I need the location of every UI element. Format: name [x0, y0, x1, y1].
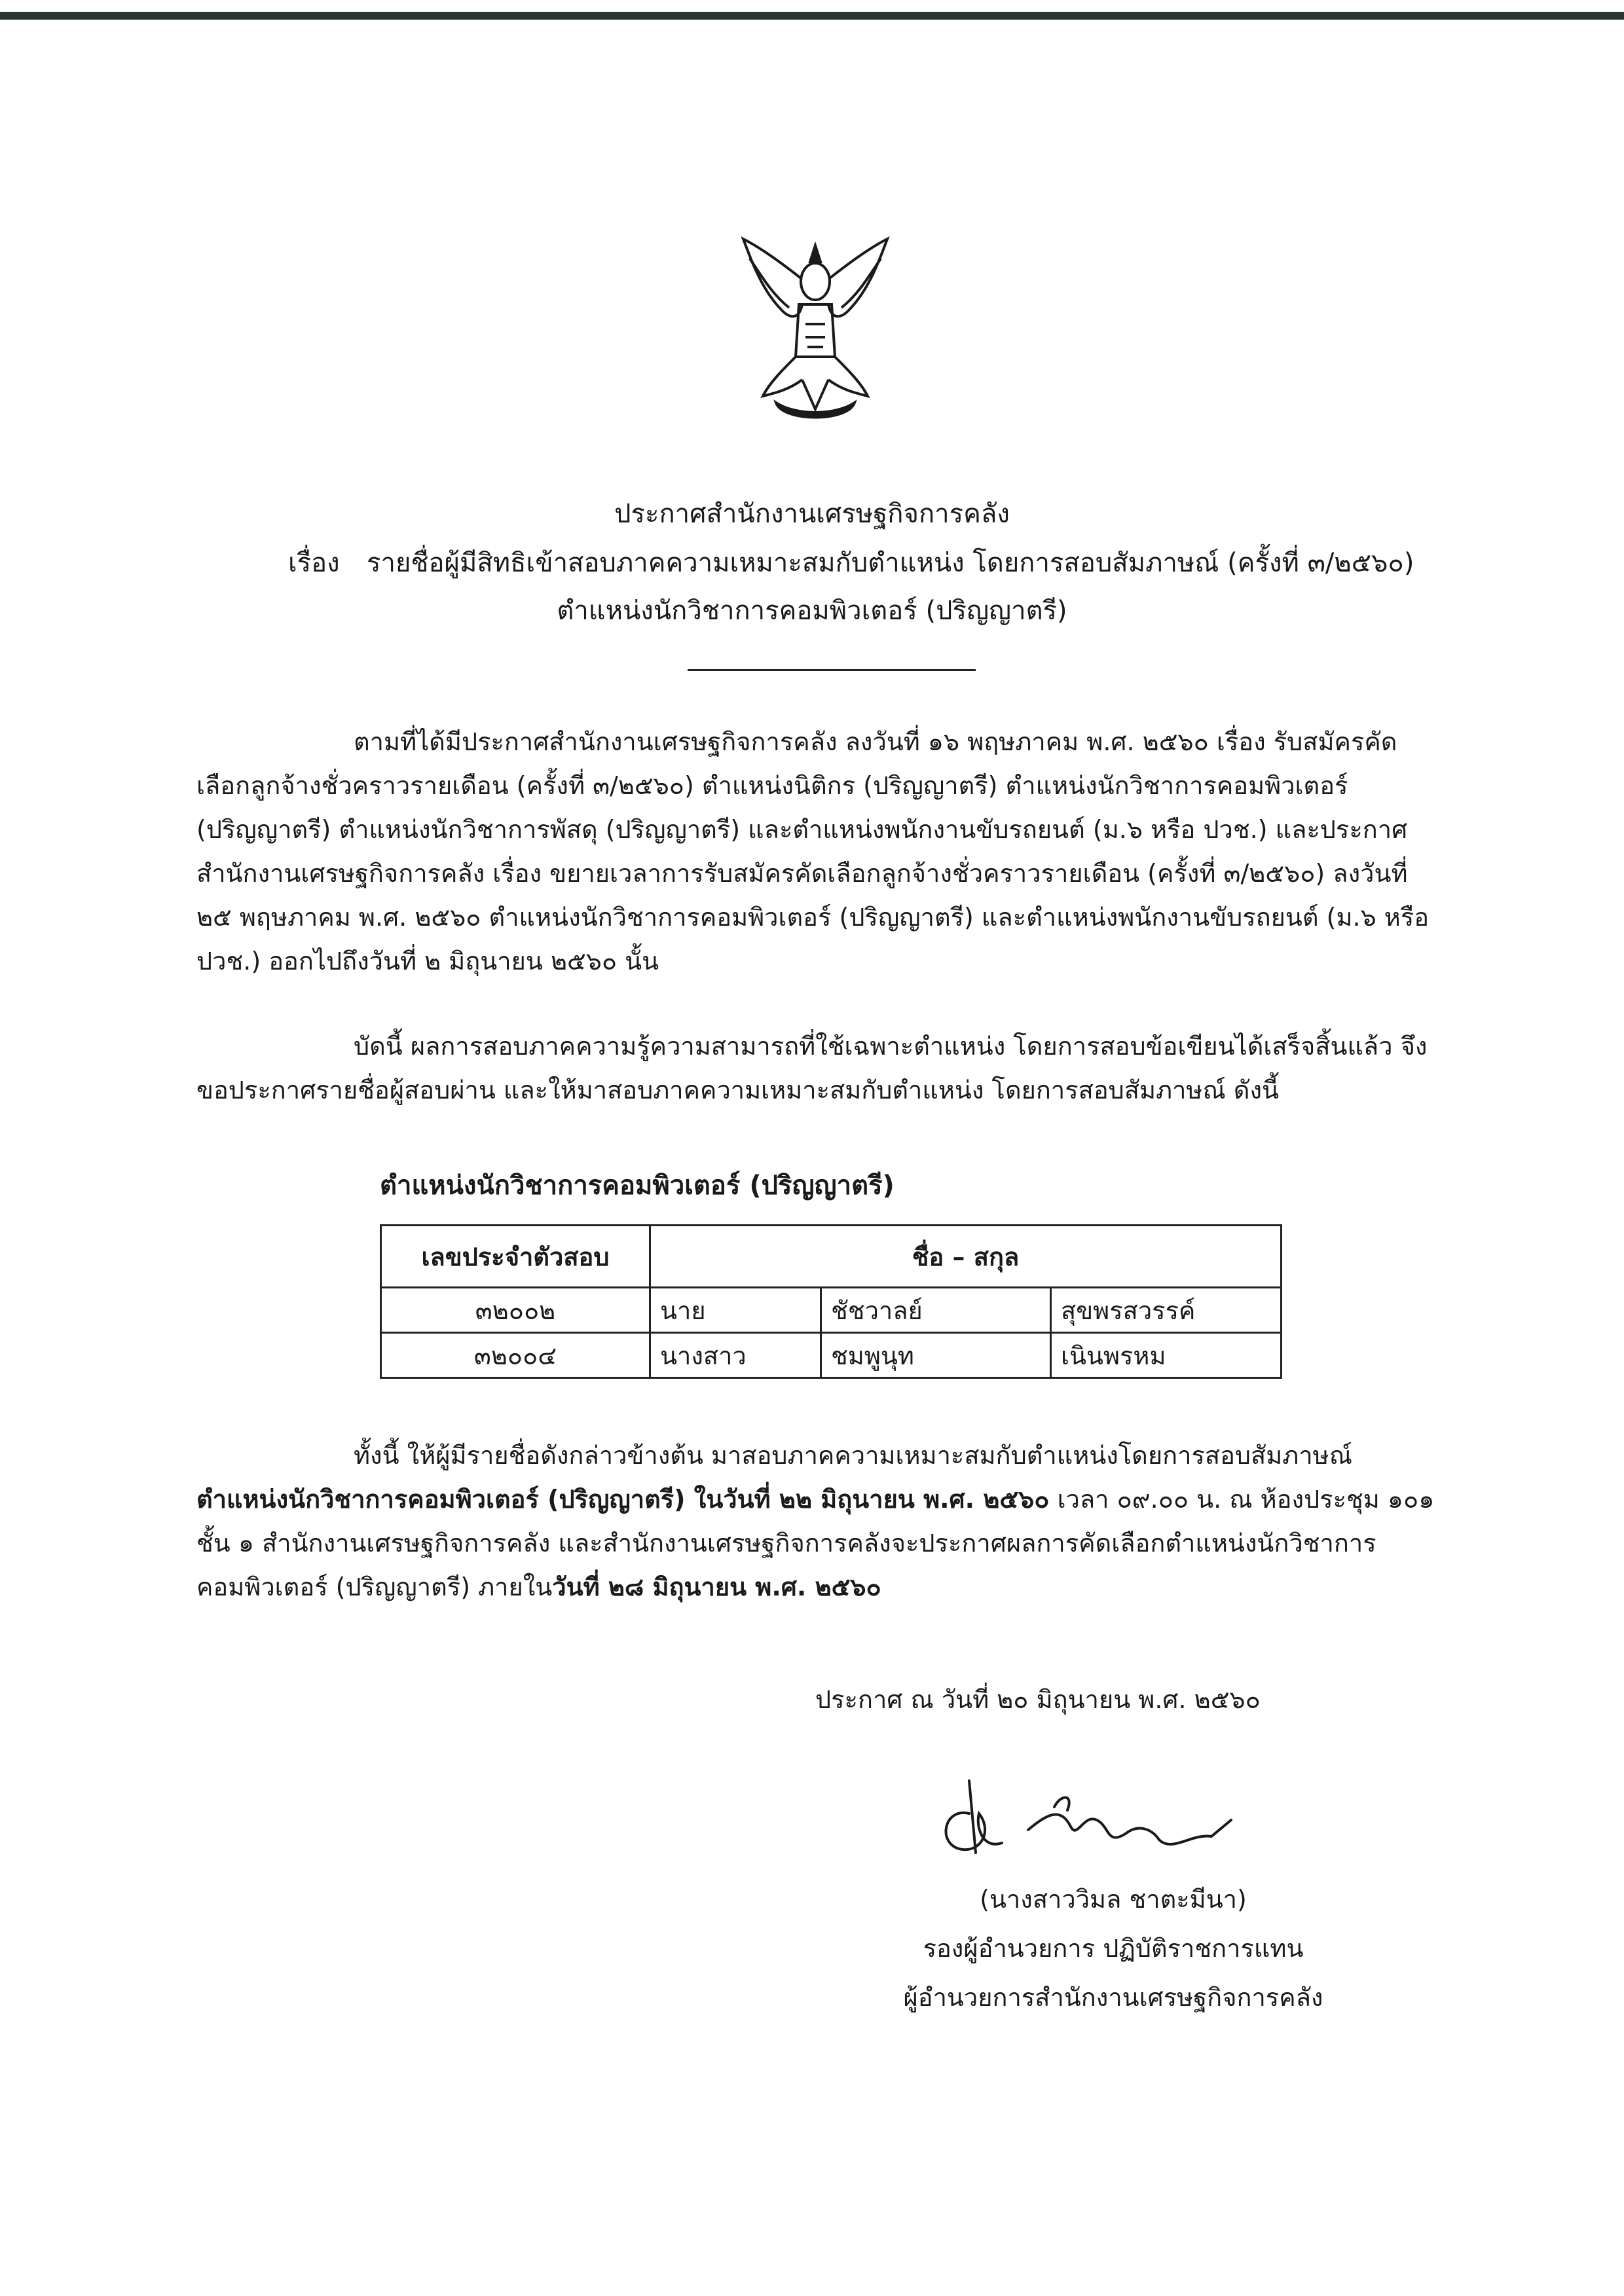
paragraph-3: [196, 1434, 1441, 1609]
paragraph-3-interview-date: ตำแหน่งนักวิชาการคอมพิวเตอร์ (ปริญญาตรี) ในวันที่ ๒๒ มิถุนายน พ.ศ. ๒๕๖๐: [196, 1485, 1050, 1514]
table-row: [381, 1288, 1282, 1333]
signatory-name: (นางสาววิมล ชาตะมีนา): [980, 1885, 1247, 1914]
last-name-cell: สุขพรสวรรค์: [1051, 1288, 1282, 1333]
announcement-title: ประกาศสำนักงานเศรษฐกิจการคลัง: [614, 499, 1010, 529]
signatory-position-2: ผู้อำนวยการสำนักงานเศรษฐกิจการคลัง: [903, 1983, 1323, 2012]
signatory-position-1: รองผู้อำนวยการ ปฏิบัติราชการแทน: [923, 1934, 1304, 1963]
name-title-cell: นาย: [650, 1288, 821, 1333]
exam-id-cell: ๓๒๐๐๔: [381, 1333, 650, 1378]
header-full-name: ชื่อ – สกุล: [650, 1226, 1282, 1288]
paragraph-2: [196, 1025, 1441, 1112]
subject-position-line: ตำแหน่งนักวิชาการคอมพิวเตอร์ (ปริญญาตรี): [557, 596, 1067, 626]
paragraph-3-result-date: วันที่ ๒๘ มิถุนายน พ.ศ. ๒๕๖๐: [552, 1573, 881, 1601]
table-header-row: [381, 1226, 1282, 1288]
candidate-table: [380, 1224, 1282, 1379]
title-divider: [688, 669, 976, 671]
paragraph-1: [196, 720, 1441, 983]
subject-label: เรื่อง: [288, 548, 340, 578]
subject-text: รายชื่อผู้มีสิทธิเข้าสอบภาคความเหมาะสมกับตำแหน่ง โดยการสอบสัมภาษณ์ (ครั้งที่ ๓/๒๕๖๐): [367, 548, 1414, 578]
table-row: [381, 1333, 1282, 1378]
last-name-cell: เนินพรหม: [1051, 1333, 1282, 1378]
exam-id-cell: ๓๒๐๐๒: [381, 1288, 650, 1333]
paragraph-3-text-a: ทั้งนี้ ให้ผู้มีรายชื่อดังกล่าวข้างต้น มาสอบภาคความเหมาะสมกับตำแหน่งโดยการสอบสัมภาษณ์: [354, 1441, 1352, 1470]
first-name-cell: ชมพูนุท: [821, 1333, 1051, 1378]
paragraph-2-text: บัดนี้ ผลการสอบภาคความรู้ความสามารถที่ใช้เฉพาะตำแหน่ง โดยการสอบข้อเขียนได้เสร็จสิ้นแล้ว จึงขอประกาศรายชื่อผู้สอบผ่าน และให้มาสอบภาคความเหมาะสมกับตำแหน่ง โดยการสอบสัมภาษณ์ ดังนี้: [196, 1032, 1428, 1104]
paragraph-1-text: ตามที่ได้มีประกาศสำนักงานเศรษฐกิจการคลัง ลงวันที่ ๑๖ พฤษภาคม พ.ศ. ๒๕๖๐ เรื่อง รับสมัครคัดเลือกลูกจ้างชั่วคราวรายเดือน (ครั้งที่ ๓/๒๕๖๐) ตำแหน่งนิติกร (ปริญญาตรี) ตำแหน่งนักวิชาการคอมพิวเตอร์ (ปริญญาตรี) ตำแหน่งนักวิชาการพัสดุ (ปริญญาตรี) และตำแหน่งพนักงานขับรถยนต์ (ม.๖ หรือ ปวช.) และประกาศสำนักงานเศรษฐกิจการคลัง เรื่อง ขยายเวลาการรับสมัครคัดเลือกลูกจ้างชั่วคราวรายเดือน (ครั้งที่ ๓/๒๕๖๐) ลงวันที่ ๒๕ พฤษภาคม พ.ศ. ๒๕๖๐ ตำแหน่งนักวิชาการคอมพิวเตอร์ (ปริญญาตรี) และตำแหน่งพนักงานขับรถยนต์ (ม.๖ หรือ ปวช.) ออกไปถึงวันที่ ๒ มิถุนายน ๒๕๖๐ นั้น: [196, 727, 1430, 975]
name-title-cell: นางสาว: [650, 1333, 821, 1378]
garuda-emblem-icon: [737, 232, 894, 442]
announcement-date: ประกาศ ณ วันที่ ๒๐ มิถุนายน พ.ศ. ๒๕๖๐: [815, 1685, 1261, 1714]
paragraph-3-text-c: เวลา ๐๙.๐๐ น. ณ ห้องประชุม ๑๐๑ ชั้น ๑ สำนักงานเศรษฐกิจการคลัง และสำนักงานเศรษฐกิจการคลังจะประกาศผลการคัดเลือกตำแหน่งนักวิชาการคอมพิวเตอร์ (ปริญญาตรี) ภายใน: [196, 1485, 1435, 1601]
signature-icon: [930, 1768, 1244, 1872]
subject-line: [288, 541, 1414, 583]
header-exam-id: เลขประจำตัวสอบ: [381, 1226, 650, 1288]
position-heading: ตำแหน่งนักวิชาการคอมพิวเตอร์ (ปริญญาตรี): [380, 1171, 895, 1201]
scan-edge-bar: [0, 12, 1624, 20]
first-name-cell: ชัชวาลย์: [821, 1288, 1051, 1333]
